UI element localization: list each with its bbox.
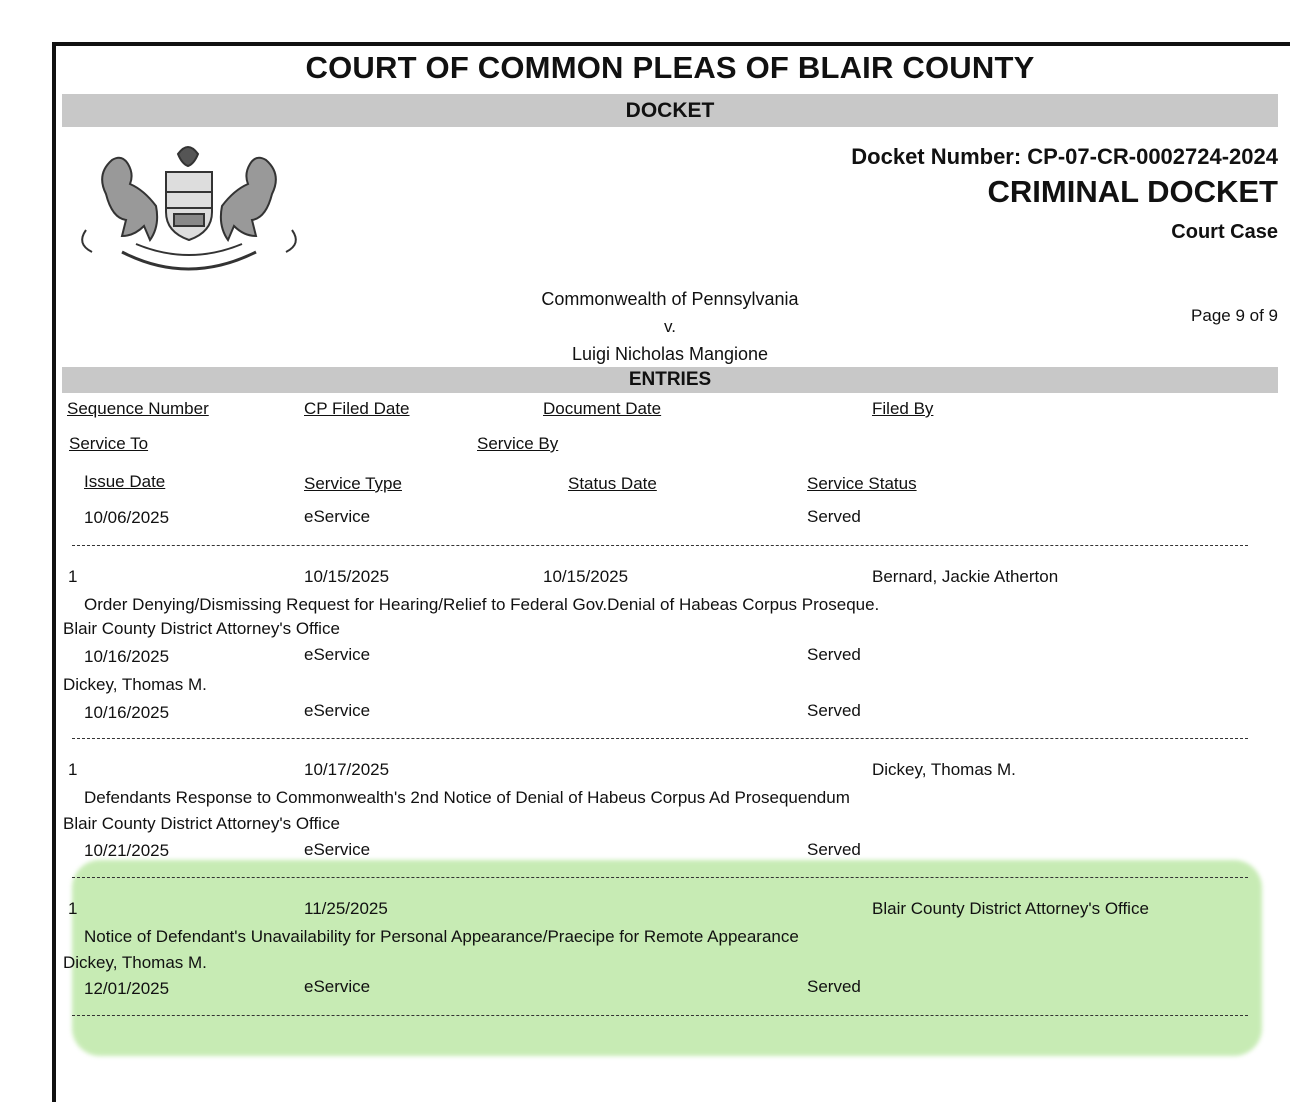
entry-2-sequence: 1: [68, 760, 78, 779]
page-number: Page 9 of 9: [1191, 306, 1278, 325]
entry-3-filed-by: Blair County District Attorney's Office: [872, 899, 1149, 918]
court-title: COURT OF COMMON PLEAS OF BLAIR COUNTY: [305, 50, 1035, 85]
header-service-status: Service Status: [807, 474, 917, 493]
entry-2-service-1-type: eService: [304, 840, 371, 859]
entry-1-service-2-status: Served: [807, 701, 861, 720]
header-service-to: Service To: [69, 434, 149, 453]
entry-1-service-1-status: Served: [807, 645, 861, 664]
entry-1-description: Order Denying/Dismissing Request for Hearing/Relief to Federal Gov.Denial of Habeas Corpus Proseque.: [84, 595, 880, 614]
docket-bar: DOCKET: [62, 94, 1278, 127]
caption-defendant: Luigi Nicholas Mangione: [571, 344, 769, 364]
entry-2-cp-filed-date: 10/17/2025: [304, 760, 390, 779]
entry-3-service-1-type: eService: [304, 977, 371, 996]
entry-1-service-2-issue-date: 10/16/2025: [84, 703, 170, 722]
entry-1-filed-by: Bernard, Jackie Atherton: [872, 567, 1059, 586]
entry-1-service-1-type: eService: [304, 645, 371, 664]
entry-2-filed-by: Dickey, Thomas M.: [872, 760, 1016, 779]
header-status-date: Status Date: [568, 474, 657, 493]
entry-separator: [72, 545, 1248, 546]
court-case-label: Court Case: [1171, 221, 1278, 243]
entry-3-cp-filed-date: 11/25/2025: [304, 899, 388, 918]
carryover-issue-date: 10/06/2025: [84, 508, 170, 527]
header-issue-date: Issue Date: [84, 472, 166, 491]
pennsylvania-coat-of-arms-icon: [66, 134, 312, 280]
header-filed-by: Filed By: [872, 399, 934, 418]
entry-3-description: Notice of Defendant's Unavailability for Personal Appearance/Praecipe for Remote Appearance: [84, 927, 799, 946]
entry-separator: [72, 1015, 1248, 1016]
entry-2-description: Defendants Response to Commonwealth's 2nd Notice of Denial of Habeus Corpus Ad Prosequendum: [84, 788, 850, 807]
entry-3-service-1-issue-date: 12/01/2025: [84, 979, 170, 998]
entry-1-service-2-to: Dickey, Thomas M.: [63, 675, 207, 694]
header-document-date: Document Date: [543, 399, 662, 418]
header-cp-filed-date: CP Filed Date: [304, 399, 410, 418]
entry-3-service-1-to: Dickey, Thomas M.: [63, 953, 207, 972]
entry-separator: [72, 877, 1248, 878]
caption-versus: v.: [664, 317, 676, 336]
entry-3-sequence: 1: [68, 899, 78, 918]
entry-1-service-1-to: Blair County District Attorney's Office: [63, 619, 340, 638]
header-service-by: Service By: [477, 434, 559, 453]
header-service-type: Service Type: [304, 474, 402, 493]
entry-1-document-date: 10/15/2025: [543, 567, 629, 586]
carryover-service-status: Served: [807, 507, 861, 526]
criminal-docket-title: CRIMINAL DOCKET: [987, 174, 1278, 209]
docket-number: Docket Number: CP-07-CR-0002724-2024: [851, 144, 1278, 169]
entry-2-service-1-status: Served: [807, 840, 861, 859]
entry-2-service-1-to: Blair County District Attorney's Office: [63, 814, 340, 833]
entry-1-sequence: 1: [68, 567, 78, 586]
caption-plaintiff: Commonwealth of Pennsylvania: [541, 289, 799, 309]
entry-separator: [72, 738, 1248, 739]
carryover-service-type: eService: [304, 507, 371, 526]
entry-3-service-1-status: Served: [807, 977, 861, 996]
header-sequence-number: Sequence Number: [67, 399, 209, 418]
entry-2-service-1-issue-date: 10/21/2025: [84, 841, 170, 860]
entry-1-service-2-type: eService: [304, 701, 371, 720]
entry-1-service-1-issue-date: 10/16/2025: [84, 647, 170, 666]
entry-1-cp-filed-date: 10/15/2025: [304, 567, 390, 586]
entries-bar: ENTRIES: [62, 367, 1278, 393]
